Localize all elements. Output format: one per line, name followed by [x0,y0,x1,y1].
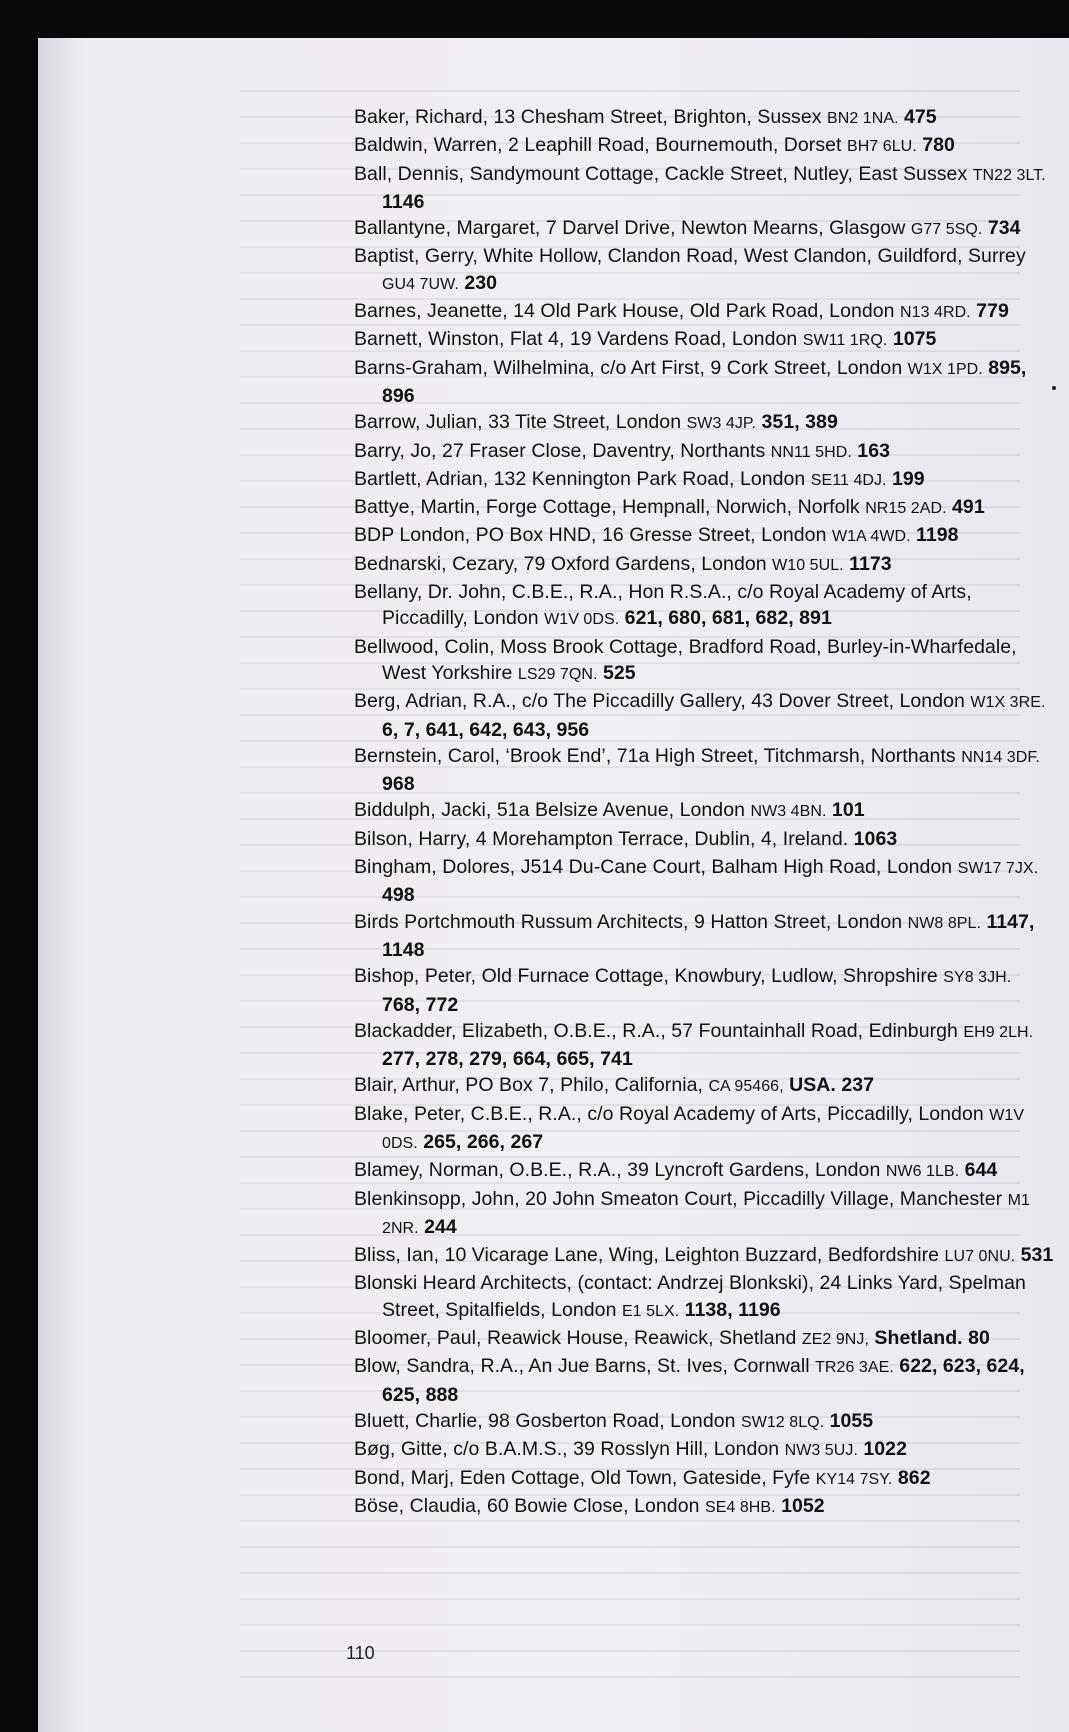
index-entry: Barry, Jo, 27 Fraser Close, Daventry, Northants NN11 5HD. 163 [354,439,890,462]
index-entry: Bernstein, Carol, ‘Brook End’, 71a High Street, Titchmarsh, Northants NN14 3DF. 968 [354,744,1040,796]
index-entry: Baldwin, Warren, 2 Leaphill Road, Bournemouth, Dorset BH7 6LU. 780 [354,134,955,157]
index-entry: Blenkinsopp, John, 20 John Smeaton Court, Piccadilly Village, Manchester M1 2NR. 244 [354,1187,1030,1238]
index-entry: Bilson, Harry, 4 Morehampton Terrace, Dublin, 4, Ireland. 1063 [354,827,898,850]
index-entry: Bøg, Gitte, c/o B.A.M.S., 39 Rosslyn Hill, London NW3 5UJ. 1022 [354,1438,907,1461]
index-entry: Birds Portchmouth Russum Architects, 9 Hatton Street, London NW8 8PL. 1147, 1148 [354,910,1035,961]
index-entry: Bond, Marj, Eden Cottage, Old Town, Gateside, Fyfe KY14 7SY. 862 [354,1466,931,1489]
index-entry: Blow, Sandra, R.A., An Jue Barns, St. Ives, Cornwall TR26 3AE. 622, 623, 624, 625, 888 [354,1355,1025,1406]
index-entry: Ballantyne, Margaret, 7 Darvel Drive, Newton Mearns, Glasgow G77 5SQ. 734 [354,217,1021,240]
index-entry: Bellany, Dr. John, C.B.E., R.A., Hon R.S.A., c/o Royal Academy of Arts, Piccadilly, London W1V 0DS. 621, 680, 681, 682, 891 [354,581,972,630]
index-entry: Bliss, Ian, 10 Vicarage Lane, Wing, Leighton Buzzard, Bedfordshire LU7 0NU. 531 [354,1244,1054,1267]
index-entry: Bishop, Peter, Old Furnace Cottage, Knowbury, Ludlow, Shropshire SY8 3JH. 768, 772 [354,965,1012,1016]
index-entry: Baker, Richard, 13 Chesham Street, Brighton, Sussex BN2 1NA. 475 [354,106,937,128]
index-entry: Blackadder, Elizabeth, O.B.E., R.A., 57 Fountainhall Road, Edinburgh EH9 2LH. 277, 278, 279, 664, 665, 741 [354,1019,1034,1071]
index-entry: Barns-Graham, Wilhelmina, c/o Art First, 9 Cork Street, London W1X 1PD. 895, 896 [354,356,1027,407]
index-entry: Blonski Heard Architects, (contact: Andrzej Blonkski), 24 Links Yard, Spelman Street, Spitalfields, London E1 5LX. 1138, 1196 [354,1272,1026,1321]
index-entry: Barnes, Jeanette, 14 Old Park House, Old Park Road, London N13 4RD. 779 [354,300,1009,323]
index-entry: Bednarski, Cezary, 79 Oxford Gardens, London W10 5UL. 1173 [354,552,892,575]
index-entry: Böse, Claudia, 60 Bowie Close, London SE4 8HB. 1052 [354,1494,825,1517]
index-entry: Bartlett, Adrian, 132 Kennington Park Road, London SE11 4DJ. 199 [354,467,925,490]
index-entry: Bloomer, Paul, Reawick House, Reawick, Shetland ZE2 9NJ, Shetland. 80 [354,1327,990,1350]
index-entry: BDP London, PO Box HND, 16 Gresse Street, London W1A 4WD. 1198 [354,524,959,547]
page-number: 110 [346,1643,375,1663]
index-entry: Baptist, Gerry, White Hollow, Clandon Road, West Clandon, Guildford, Surrey GU4 7UW. 230 [354,245,1026,294]
index-entry: Blamey, Norman, O.B.E., R.A., 39 Lyncroft Gardens, London NW6 1LB. 644 [354,1159,998,1182]
page-gutter-shadow [38,38,84,1732]
index-entry: Barnett, Winston, Flat 4, 19 Vardens Road, London SW11 1RQ. 1075 [354,328,937,351]
index-entry: Ball, Dennis, Sandymount Cottage, Cackle Street, Nutley, East Sussex TN22 3LT. 1146 [354,162,1046,213]
index-entry: Battye, Martin, Forge Cottage, Hempnall, Norwich, Norfolk NR15 2AD. 491 [354,496,985,519]
index-entry: Bellwood, Colin, Moss Brook Cottage, Bradford Road, Burley-in-Wharfedale, West Yorkshire LS29 7QN. 525 [354,635,1017,684]
index-entry: Barrow, Julian, 33 Tite Street, London SW3 4JP. 351, 389 [354,411,838,434]
index-entry: Blair, Arthur, PO Box 7, Philo, California, CA 95466, USA. 237 [354,1074,875,1097]
index-entry: Bluett, Charlie, 98 Gosberton Road, London SW12 8LQ. 1055 [354,1409,874,1432]
index-entry: Berg, Adrian, R.A., c/o The Piccadilly Gallery, 43 Dover Street, London W1X 3RE. 6, 7, 641, 642, 643, 956 [354,690,1046,741]
index-entry: Biddulph, Jacki, 51a Belsize Avenue, London NW3 4BN. 101 [354,799,865,822]
index-entry: Bingham, Dolores, J514 Du-Cane Court, Balham High Road, London SW17 7JX. 498 [354,856,1039,907]
index-entry: Blake, Peter, C.B.E., R.A., c/o Royal Academy of Arts, Piccadilly, London W1V 0DS. 265, 266, 267 [354,1102,1025,1153]
index-entries [354,104,1054,1521]
